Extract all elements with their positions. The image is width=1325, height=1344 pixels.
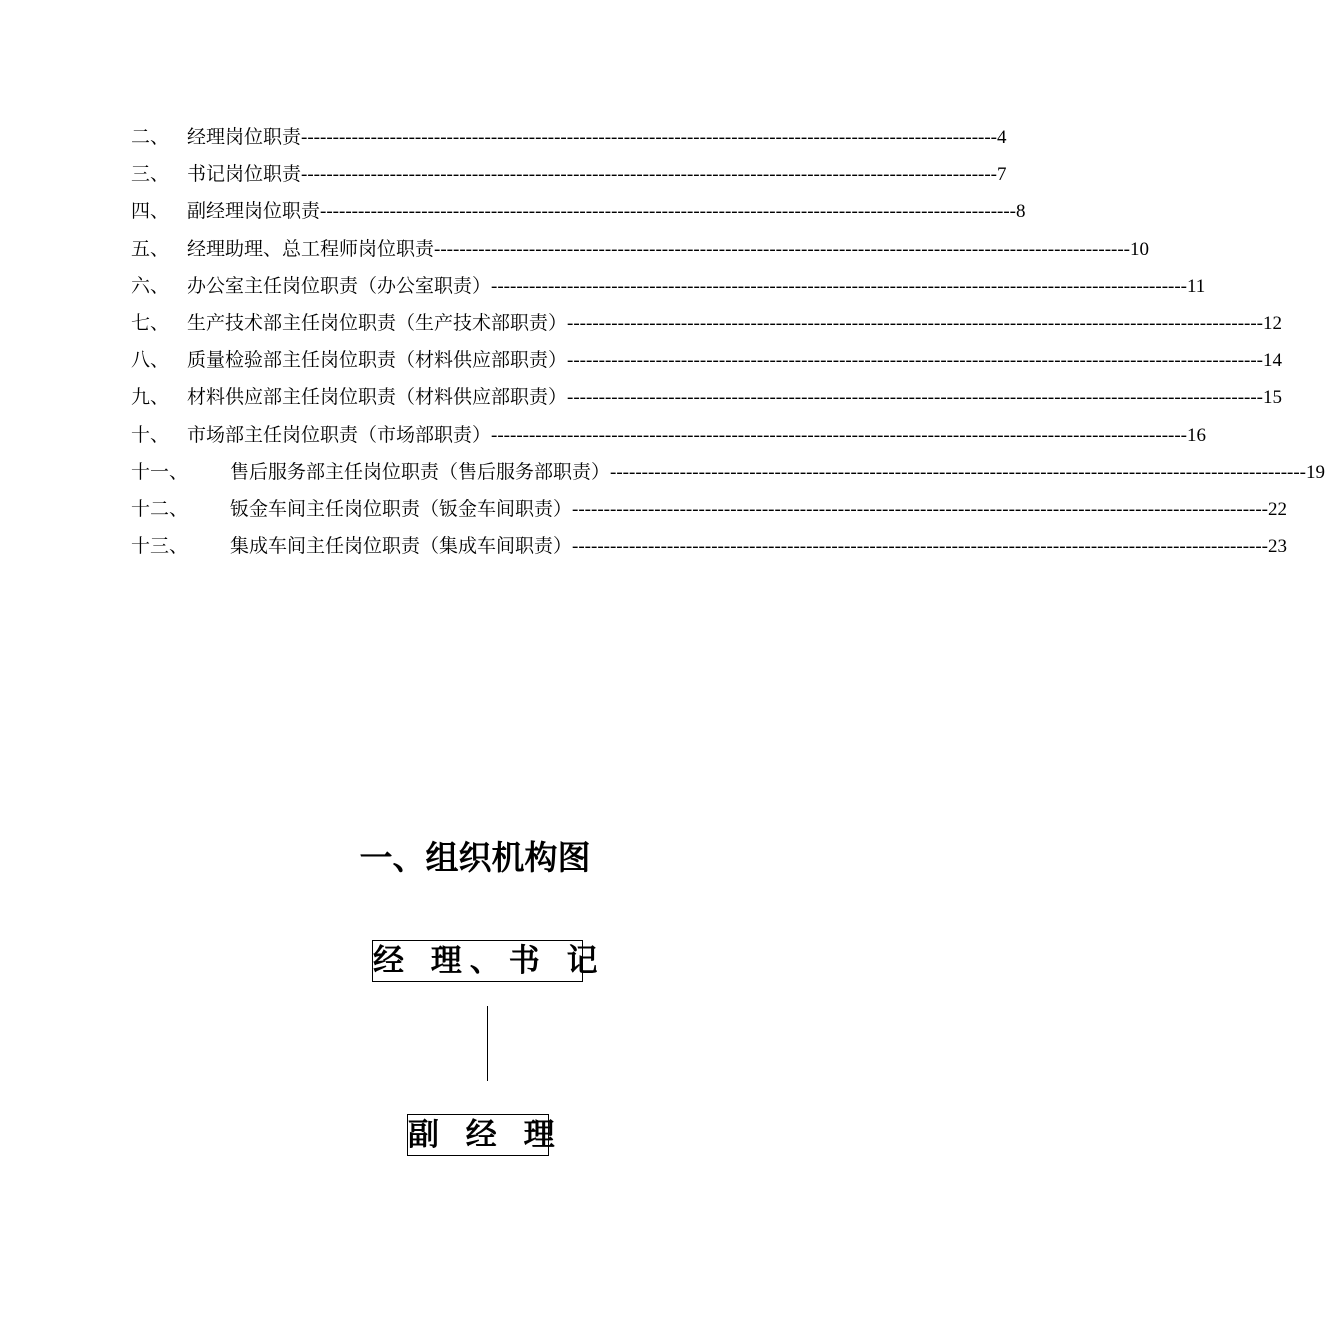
- toc-entry-page: 4: [997, 127, 1007, 148]
- toc-entry[interactable]: [131, 379, 1283, 416]
- toc-entry-number: 七、: [131, 311, 170, 334]
- toc-entry-number: 十、: [131, 423, 170, 446]
- toc-entry[interactable]: [131, 491, 1288, 528]
- toc-entry-number: 十二、: [131, 497, 189, 520]
- toc-entry-number: 三、: [131, 163, 170, 186]
- toc-leader: --------------------------------------------------------------------------------------------------------------: [491, 424, 1188, 446]
- toc-leader: --------------------------------------------------------------------------------------------------------------: [567, 350, 1264, 372]
- toc-leader: --------------------------------------------------------------------------------------------------------------: [567, 387, 1264, 409]
- toc-entry-page: 22: [1268, 498, 1288, 520]
- toc-entry-title: 市场部主任岗位职责（市场部职责）: [187, 423, 492, 446]
- toc-entry-page: 10: [1130, 238, 1150, 260]
- toc-entry-page: 7: [997, 164, 1007, 186]
- toc-entry-title: 书记岗位职责: [187, 163, 302, 186]
- toc-entry-page: 12: [1263, 312, 1283, 334]
- toc-leader: --------------------------------------------------------------------------------------------------------------: [301, 127, 998, 148]
- toc-entry-page: 16: [1187, 424, 1207, 446]
- org-box-deputy-manager: 副 经 理: [407, 1114, 549, 1156]
- toc-entry-title: 集成车间主任岗位职责（集成车间职责）: [230, 535, 573, 558]
- toc-entry-number: 十三、: [131, 535, 189, 558]
- toc-entry-number: 十一、: [131, 460, 189, 483]
- toc-entry-title: 材料供应部主任岗位职责（材料供应部职责）: [187, 386, 568, 409]
- toc-entry[interactable]: [131, 528, 1288, 565]
- toc-entry-page: 19: [1306, 461, 1325, 483]
- section-title: 一、组织机构图: [359, 838, 591, 877]
- toc-entry-page: 14: [1263, 350, 1283, 372]
- toc-entry-page: 15: [1263, 387, 1283, 409]
- toc-entry-page: 11: [1187, 275, 1206, 297]
- toc-entry-number: 二、: [131, 126, 170, 148]
- toc-entry[interactable]: [131, 305, 1283, 342]
- toc-entry[interactable]: [131, 454, 1325, 491]
- toc-entry-number: 八、: [131, 349, 170, 372]
- toc-entry-title: 经理助理、总工程师岗位职责: [187, 237, 435, 260]
- toc-entry-title: 办公室主任岗位职责（办公室职责）: [187, 274, 492, 297]
- toc-entry-page: 8: [1016, 201, 1026, 223]
- toc-entry-number: 五、: [131, 237, 170, 260]
- toc-leader: --------------------------------------------------------------------------------------------------------------: [434, 238, 1131, 260]
- toc-entry[interactable]: [131, 417, 1207, 454]
- toc-leader: --------------------------------------------------------------------------------------------------------------: [491, 275, 1188, 297]
- toc-entry-title: 售后服务部主任岗位职责（售后服务部职责）: [230, 460, 611, 483]
- toc-entry[interactable]: [131, 231, 1150, 268]
- toc-entry-title: 生产技术部主任岗位职责（生产技术部职责）: [187, 311, 568, 334]
- toc-entry-number: 四、: [131, 200, 170, 223]
- toc-entry[interactable]: [131, 342, 1283, 379]
- toc-leader: --------------------------------------------------------------------------------------------------------------: [301, 164, 998, 186]
- toc-entry[interactable]: [131, 156, 1007, 193]
- toc-entry[interactable]: [131, 119, 1007, 156]
- toc-entry-number: 六、: [131, 274, 170, 297]
- org-connector-line: [487, 1006, 488, 1081]
- toc-entry-title: 副经理岗位职责: [187, 200, 321, 223]
- toc-leader: --------------------------------------------------------------------------------------------------------------: [610, 461, 1307, 483]
- toc-entry-title: 钣金车间主任岗位职责（钣金车间职责）: [230, 497, 573, 520]
- toc-leader: --------------------------------------------------------------------------------------------------------------: [567, 312, 1264, 334]
- org-box-manager-secretary: 经 理、书 记: [372, 940, 583, 982]
- toc-entry[interactable]: [131, 268, 1206, 305]
- toc-leader: --------------------------------------------------------------------------------------------------------------: [572, 498, 1269, 520]
- toc-entry-number: 九、: [131, 386, 170, 409]
- toc-entry-page: 23: [1268, 536, 1288, 558]
- toc-entry-title: 经理岗位职责: [187, 126, 302, 148]
- toc-leader: --------------------------------------------------------------------------------------------------------------: [320, 201, 1017, 223]
- table-of-contents: [131, 119, 1325, 565]
- toc-leader: --------------------------------------------------------------------------------------------------------------: [572, 536, 1269, 558]
- toc-entry-title: 质量检验部主任岗位职责（材料供应部职责）: [187, 349, 568, 372]
- toc-entry[interactable]: [131, 193, 1026, 230]
